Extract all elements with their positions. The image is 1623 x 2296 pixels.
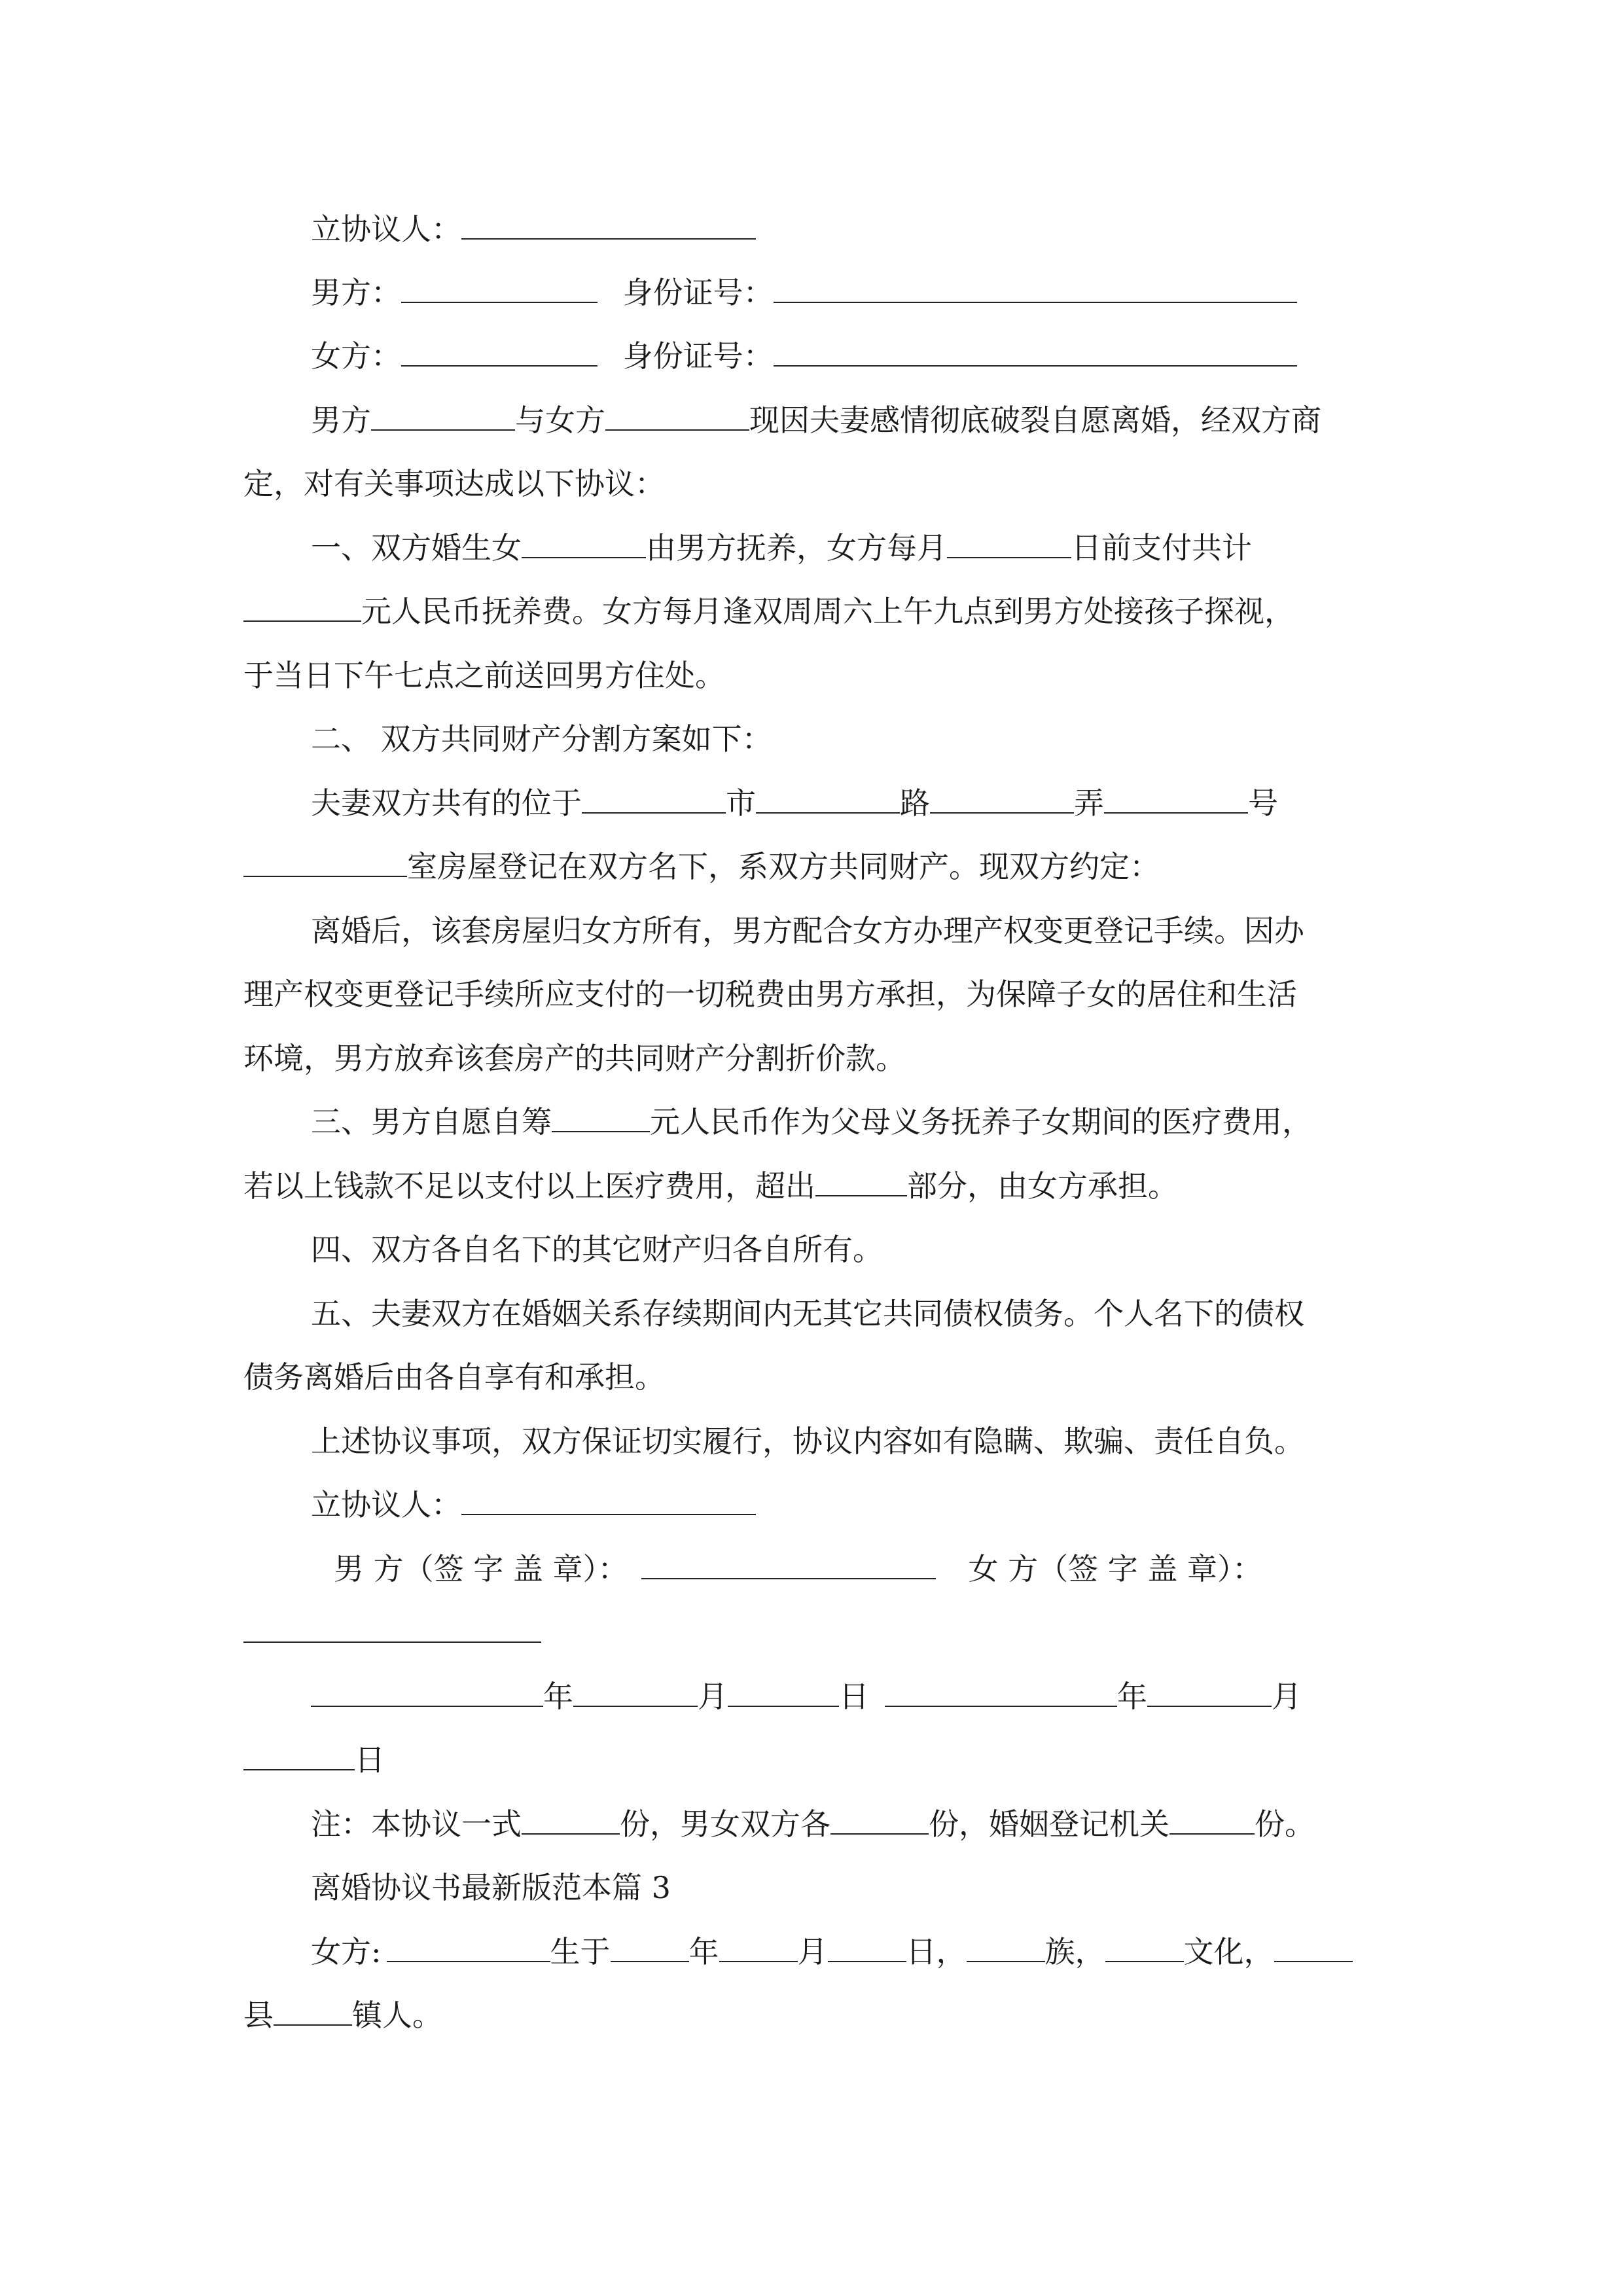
clause-2-para-line-3: 环境，男方放弃该套房产的共同财产分割折价款。 [243,1041,906,1076]
birth-year-blank[interactable] [611,1935,689,1962]
female-info-name-blank[interactable] [387,1935,550,1962]
clause-2-para-line-2: 理产权变更登记手续所应支付的一切税费由男方承担，为保障子女的居住和生活 [243,977,1297,1012]
female-id-blank[interactable] [774,339,1297,367]
signatory-line: 立协议人： [311,208,1391,250]
date-line-2: 日 [243,1739,1389,1781]
male-year-blank[interactable] [311,1679,543,1707]
payment-day-blank[interactable] [947,531,1071,558]
signature-line: 男 方（签 字 盖 章）： 女 方（签 字 盖 章）： [334,1551,1262,1587]
lane-blank[interactable] [930,786,1074,814]
clause-2-heading: 二、 双方共同财产分割方案如下： [311,721,772,757]
daughter-name-blank[interactable] [522,531,646,558]
medical-amount-blank[interactable] [552,1105,650,1132]
female-party-line: 女方： 身份证号： [311,335,1391,377]
signatory-blank[interactable] [461,212,756,240]
clause-2-para-line-1: 离婚后，该套房屋归女方所有，男方配合女方办理产权变更登记手续。因办 [311,913,1304,948]
female-day-blank[interactable] [243,1743,355,1770]
number-blank[interactable] [1104,786,1248,814]
male-name-blank[interactable] [401,276,597,303]
road-blank[interactable] [756,786,900,814]
copies-total-blank[interactable] [522,1807,620,1835]
clause-3-line-2: 若以上钱款不足以支付以上医疗费用，超出 部分，由女方承担。 [243,1168,1178,1204]
male-signature-blank[interactable] [641,1552,936,1579]
female-origin-line: 县 镇人。 [243,1998,442,2033]
excess-blank[interactable] [815,1169,907,1196]
preamble-line-1: 男方 与女方 现因夫妻感情彻底破裂自愿离婚，经双方商 [311,403,1321,438]
town-blank[interactable] [274,1998,352,2026]
county-blank[interactable] [1274,1935,1353,1962]
city-blank[interactable] [582,786,726,814]
clause-1-line-3: 于当日下午七点之前送回男方住处。 [243,658,725,693]
female-name-blank[interactable] [401,339,597,367]
female-info-line: 女方: 生于 年 月 日， 族， 文化， [311,1931,1391,1973]
clause-5-line-1: 五、夫妻双方在婚姻关系存续期间内无其它共同债权债务。个人名下的债权 [311,1296,1304,1331]
room-blank[interactable] [243,850,407,877]
signatory-blank-2[interactable] [461,1488,756,1515]
ethnicity-blank[interactable] [967,1935,1045,1962]
birth-month-blank[interactable] [719,1935,798,1962]
birth-day-blank[interactable] [828,1935,906,1962]
assurance-line: 上述协议事项，双方保证切实履行，协议内容如有隐瞒、欺骗、责任自负。 [311,1424,1304,1459]
signatory-line-2: 立协议人： [311,1484,1391,1526]
preamble-female-blank[interactable] [605,403,749,431]
support-amount-blank[interactable] [243,594,361,622]
clause-5-line-2: 债务离婚后由各自享有和承担。 [243,1359,665,1395]
male-id-blank[interactable] [774,276,1297,303]
female-signature-line [243,1611,1389,1653]
copies-registry-blank[interactable] [1169,1807,1255,1835]
clause-1-line-2: 元人民币抚养费。女方每月逢双周周六上午九点到男方处接孩子探视， [243,590,1389,632]
preamble-line-2: 定，对有关事项达成以下协议： [243,466,665,501]
male-party-line: 男方： 身份证号： [311,272,1391,314]
clause-4-line: 四、双方各自名下的其它财产归各自所有。 [311,1232,883,1267]
male-month-blank[interactable] [573,1679,698,1707]
preamble-male-blank[interactable] [371,403,515,431]
clause-2-address-line: 夫妻双方共有的位于 市 路 弄 号 [311,785,1278,821]
note-line: 注：本协议一式 份，男女双方各 份，婚姻登记机关 份。 [311,1806,1315,1842]
section-heading-3: 离婚协议书最新版范本篇 3 [311,1870,671,1905]
copies-each-blank[interactable] [830,1807,929,1835]
clause-3-line-1: 三、男方自愿自筹 元人民币作为父母义务抚养子女期间的医疗费用， [311,1104,1312,1139]
clause-2-room-line: 室房屋登记在双方名下，系双方共同财产。现双方约定： [243,846,1389,888]
female-year-blank[interactable] [885,1679,1117,1707]
clause-1-line-1: 一、双方婚生女 由男方抚养，女方每月 日前支付共计 [311,530,1252,565]
date-line: 年 月 日 年 月 [311,1676,1391,1717]
male-day-blank[interactable] [728,1679,839,1707]
female-signature-blank[interactable] [243,1615,541,1643]
female-month-blank[interactable] [1147,1679,1272,1707]
education-blank[interactable] [1105,1935,1184,1962]
